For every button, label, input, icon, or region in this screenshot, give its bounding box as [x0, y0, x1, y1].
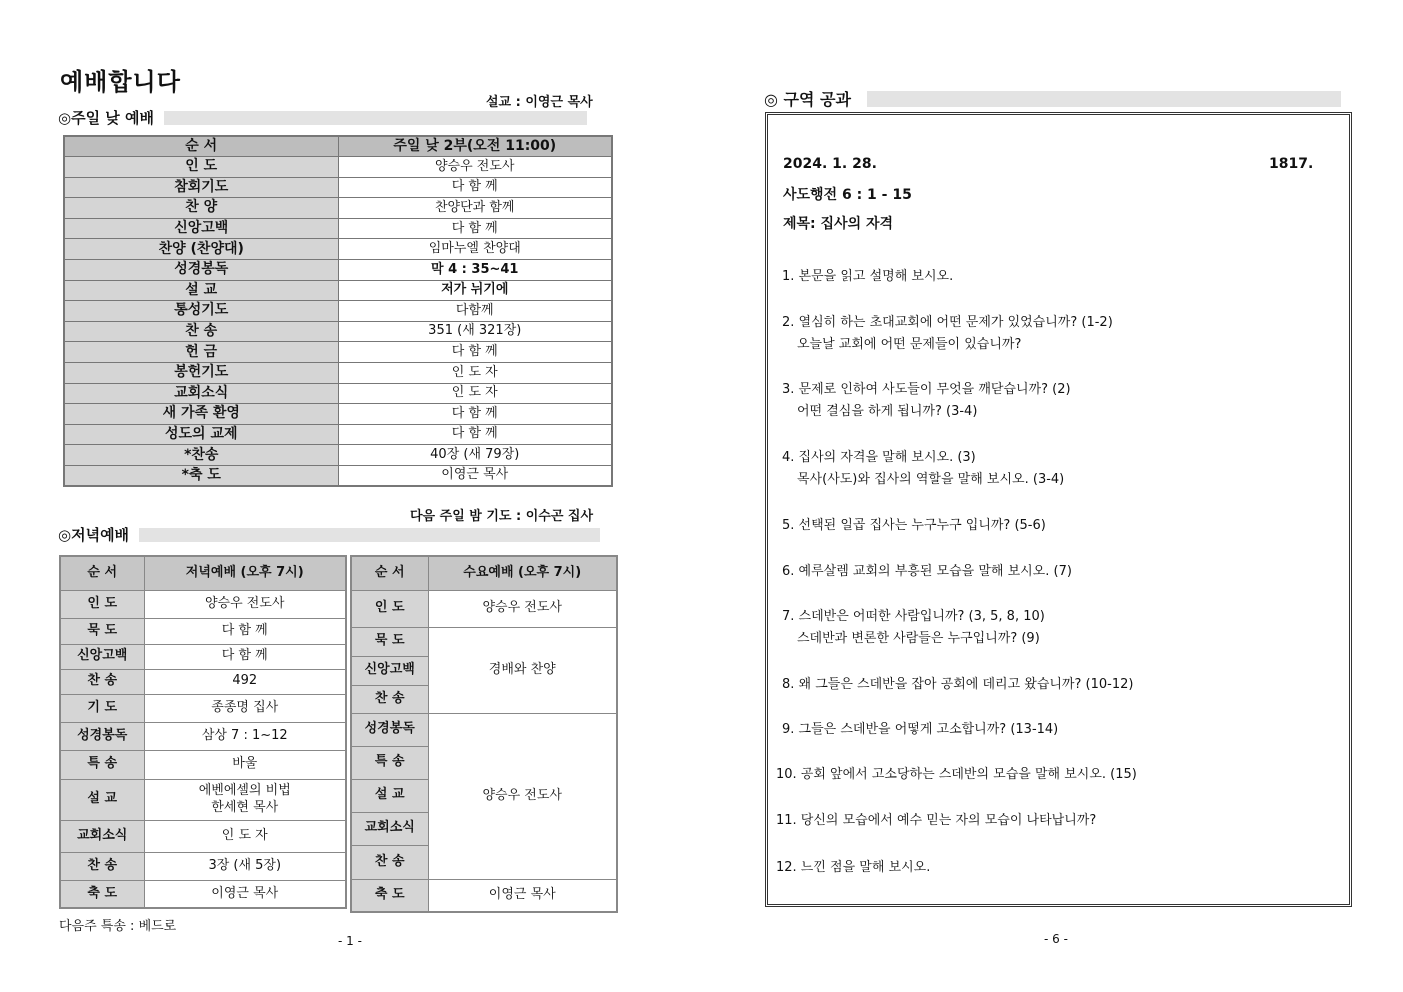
table-header-row	[351, 556, 617, 590]
heading-bar	[164, 111, 587, 125]
question-text: 2. 열심히 하는 초대교회에 어떤 문제가 있었습니까? (1-2)	[782, 315, 1113, 330]
table-row	[64, 260, 612, 281]
question-text: 6. 예루살렘 교회의 부흥된 모습을 말해 보시오. (7)	[782, 564, 1072, 579]
table-row	[64, 280, 612, 301]
order-label: 찬 송	[351, 685, 428, 713]
question-item	[776, 764, 1137, 786]
page-title: 예배합니다	[60, 68, 181, 96]
evening-heading-text: ◎저녁예배	[58, 526, 130, 544]
question-item	[782, 266, 953, 288]
order-label: 설 교	[351, 779, 428, 812]
table-row	[351, 879, 617, 912]
next-special-note: 다음주 특송 : 베드로	[59, 919, 177, 934]
header-cell: 주일 낮 2부(오전 11:00)	[338, 136, 612, 157]
page-number-left: - 1 -	[338, 934, 362, 948]
order-label: 설 교	[60, 779, 144, 820]
order-label: 교회소식	[64, 383, 338, 404]
order-label: 찬 양	[64, 198, 338, 219]
preacher-label: 설교 : 이영근 목사	[486, 95, 593, 110]
morning-heading-text: ◎주일 낮 예배	[58, 109, 154, 127]
table-row	[60, 880, 346, 908]
order-label: 인 도	[60, 590, 144, 618]
order-value: 3장 (새 5장)	[144, 852, 346, 880]
table-row	[64, 424, 612, 445]
table-row	[64, 342, 612, 363]
sermon-title: 에벤에셀의 비법	[198, 783, 291, 799]
order-value: 다 함 께	[338, 218, 612, 239]
table-row	[64, 445, 612, 466]
order-label: 인 도	[351, 590, 428, 627]
question-subtext: 목사(사도)와 집사의 역할을 말해 보시오. (3-4)	[797, 472, 1065, 487]
order-label: 교회소식	[351, 812, 428, 845]
order-label: 인 도	[64, 157, 338, 178]
study-date: 2024. 1. 28.	[783, 156, 877, 172]
heading-bar	[139, 528, 600, 542]
table-row	[60, 750, 346, 779]
table-header-row	[60, 556, 346, 590]
order-label: 성도의 교제	[64, 424, 338, 445]
order-label: 성경봉독	[64, 260, 338, 281]
order-label: 찬양 (찬양대)	[64, 239, 338, 260]
question-text: 1. 본문을 읽고 설명해 보시오.	[782, 269, 954, 284]
header-cell: 순 서	[60, 556, 144, 590]
order-value	[144, 779, 346, 820]
order-value: 이영근 목사	[428, 879, 617, 912]
table-row	[64, 177, 612, 198]
table-row	[64, 321, 612, 342]
order-value: 다 함 께	[144, 618, 346, 644]
table-row	[64, 404, 612, 425]
order-label: 특 송	[351, 746, 428, 779]
table-row	[64, 363, 612, 384]
table-row	[60, 618, 346, 644]
question-item	[776, 810, 1096, 832]
heading-bar	[867, 91, 1341, 107]
question-item	[782, 447, 1064, 491]
bible-study-heading	[764, 87, 1341, 110]
header-cell: 수요예배 (오후 7시)	[428, 556, 617, 590]
order-label: 묵 도	[351, 627, 428, 656]
order-label: 교회소식	[60, 820, 144, 852]
order-value: 다 함 께	[338, 424, 612, 445]
next-prayer-note: 다음 주일 밤 기도 : 이수곤 집사	[410, 509, 594, 524]
order-label: 축 도	[351, 879, 428, 912]
question-text: 10. 공회 앞에서 고소당하는 스데반의 모습을 말해 보시오. (15)	[776, 767, 1137, 782]
order-value: 다 함 께	[144, 644, 346, 669]
order-value: 351 (새 321장)	[338, 321, 612, 342]
order-value: 바울	[144, 750, 346, 779]
question-item	[782, 674, 1133, 696]
order-value: 인 도 자	[338, 383, 612, 404]
header-cell: 순 서	[351, 556, 428, 590]
header-cell: 순 서	[64, 136, 338, 157]
table-row	[60, 590, 346, 618]
order-value: 이영근 목사	[144, 880, 346, 908]
table-row	[60, 669, 346, 694]
table-row	[64, 218, 612, 239]
table-row	[60, 852, 346, 880]
header-cell: 저녁예배 (오후 7시)	[144, 556, 346, 590]
order-value: 인 도 자	[338, 363, 612, 384]
table-row	[60, 644, 346, 669]
order-value: 양승우 전도사	[144, 590, 346, 618]
order-label: *찬송	[64, 445, 338, 466]
order-value: 임마누엘 찬양대	[338, 239, 612, 260]
order-value: 492	[144, 669, 346, 694]
order-label: 특 송	[60, 750, 144, 779]
table-row	[60, 779, 346, 820]
question-item	[782, 606, 1045, 650]
order-value: 양승우 전도사	[428, 590, 617, 627]
question-subtext: 어떤 결심을 하게 됩니까? (3-4)	[797, 404, 978, 419]
table-row	[60, 694, 346, 722]
order-label: 성경봉독	[60, 722, 144, 750]
order-label: *축 도	[64, 466, 338, 487]
question-text: 3. 문제로 인하여 사도들이 무엇을 깨닫습니까? (2)	[782, 382, 1071, 397]
order-value: 막 4 : 35~41	[338, 260, 612, 281]
order-label: 찬 송	[351, 845, 428, 879]
order-label: 찬 송	[60, 852, 144, 880]
order-label: 신앙고백	[351, 656, 428, 685]
table-row	[351, 627, 617, 656]
issue-number: 1817.	[1269, 156, 1314, 172]
evening-service-table	[59, 555, 347, 909]
order-value: 삼상 7 : 1~12	[144, 722, 346, 750]
order-value: 찬양단과 함께	[338, 198, 612, 219]
order-label: 신앙고백	[64, 218, 338, 239]
morning-service-table	[63, 135, 613, 487]
order-label: 찬 송	[64, 321, 338, 342]
question-text: 5. 선택된 일곱 집사는 누구누구 입니까? (5-6)	[782, 518, 1046, 533]
order-label: 성경봉독	[351, 713, 428, 746]
table-row	[64, 301, 612, 322]
order-value: 다 함 께	[338, 177, 612, 198]
order-value: 종종명 집사	[144, 694, 346, 722]
table-row	[64, 198, 612, 219]
table-row	[64, 466, 612, 487]
question-subtext: 오늘날 교회에 어떤 문제들이 있습니까?	[797, 337, 1022, 352]
question-text: 11. 당신의 모습에서 예수 믿는 자의 모습이 나타납니까?	[776, 813, 1097, 828]
order-label: 봉헌기도	[64, 363, 338, 384]
order-label: 헌 금	[64, 342, 338, 363]
table-row	[64, 383, 612, 404]
wednesday-service-table	[350, 555, 618, 913]
table-row	[351, 713, 617, 746]
order-label: 축 도	[60, 880, 144, 908]
order-value: 인 도 자	[144, 820, 346, 852]
order-value: 양승우 전도사	[338, 157, 612, 178]
table-row	[60, 820, 346, 852]
bible-study-heading-text: ◎ 구역 공과	[764, 90, 851, 109]
order-value: 이영근 목사	[338, 466, 612, 487]
question-text: 8. 왜 그들은 스데반을 잡아 공회에 데리고 왔습니까? (10-12)	[782, 677, 1134, 692]
order-value: 경배와 찬양	[428, 627, 617, 713]
table-header-row	[64, 136, 612, 157]
table-row	[64, 157, 612, 178]
morning-service-heading	[58, 107, 587, 128]
order-value: 다 함 께	[338, 342, 612, 363]
question-text: 12. 느낀 점을 말해 보시오.	[776, 860, 931, 875]
question-text: 9. 그들은 스데반을 어떻게 고소합니까? (13-14)	[782, 722, 1059, 737]
question-item	[782, 312, 1113, 356]
order-value: 다함께	[338, 301, 612, 322]
order-value: 40장 (새 79장)	[338, 445, 612, 466]
order-value: 다 함 께	[338, 404, 612, 425]
question-subtext: 스데반과 변론한 사람들은 누구입니까? (9)	[797, 631, 1040, 646]
order-label: 참회기도	[64, 177, 338, 198]
table-row	[60, 722, 346, 750]
question-text: 4. 집사의 자격을 말해 보시오. (3)	[782, 450, 976, 465]
order-label: 기 도	[60, 694, 144, 722]
order-value: 양승우 전도사	[428, 713, 617, 879]
order-label: 찬 송	[60, 669, 144, 694]
order-value: 저가 뉘기에	[338, 280, 612, 301]
order-label: 묵 도	[60, 618, 144, 644]
order-label: 새 가족 환영	[64, 404, 338, 425]
order-label: 통성기도	[64, 301, 338, 322]
sermon-speaker: 한세현 목사	[211, 799, 279, 815]
question-item	[782, 379, 1071, 423]
question-item	[782, 561, 1072, 583]
order-label: 설 교	[64, 280, 338, 301]
question-item	[782, 515, 1046, 537]
order-label: 신앙고백	[60, 644, 144, 669]
question-text: 7. 스데반은 어떠한 사람입니까? (3, 5, 8, 10)	[782, 609, 1045, 624]
study-subject: 제목: 집사의 자격	[783, 216, 894, 232]
question-item	[776, 857, 930, 879]
table-row	[64, 239, 612, 260]
page-number-right: - 6 -	[1044, 932, 1068, 946]
evening-service-heading	[58, 524, 600, 545]
scripture-passage: 사도행전 6 : 1 - 15	[783, 187, 912, 203]
question-item	[782, 719, 1058, 741]
table-row	[351, 590, 617, 627]
